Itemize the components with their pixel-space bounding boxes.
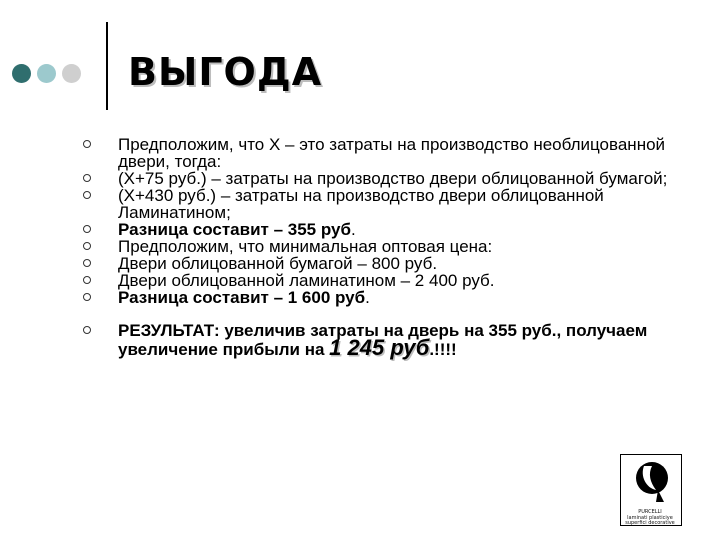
logo-caption-line: laminati plasticiye bbox=[627, 514, 673, 521]
difference-text: Разница составит – 355 руб bbox=[118, 220, 351, 239]
bullet-icon bbox=[83, 259, 91, 267]
list-item-text: Предположим, что минимальная оптовая цена: bbox=[118, 237, 493, 256]
list-item bbox=[78, 255, 678, 272]
list-item bbox=[78, 238, 678, 255]
list-item bbox=[78, 272, 678, 289]
bullet-icon bbox=[83, 276, 91, 284]
result-label: РЕЗУЛЬТАТ bbox=[118, 321, 214, 340]
list-item-text: Двери облицованной ламинатином – 2 400 руб. bbox=[118, 271, 495, 290]
title-divider bbox=[106, 22, 108, 110]
bullet-icon bbox=[83, 242, 91, 250]
list-item bbox=[78, 187, 678, 221]
list-item bbox=[78, 170, 678, 187]
decor-dot-light bbox=[37, 64, 56, 83]
slide-title: ВЫГОДА bbox=[128, 50, 323, 94]
profit-amount: 1 245 руб bbox=[329, 335, 430, 360]
bullet-icon bbox=[83, 140, 91, 148]
bullet-icon bbox=[83, 225, 91, 233]
result-body: : увеличив затраты на дверь на 355 руб., получаем увеличение прибыли на bbox=[118, 321, 648, 359]
list-item-text: Двери облицованной бумагой – 800 руб. bbox=[118, 254, 438, 273]
list-item-text bbox=[118, 289, 678, 306]
bullet-icon bbox=[83, 326, 91, 334]
bullet-icon bbox=[83, 293, 91, 301]
list-item-text: (Х+75 руб.) – затраты на производство двери облицованной бумагой; bbox=[118, 169, 668, 188]
list-item-text: Предположим, что Х – это затраты на производство необлицованной двери, тогда: bbox=[118, 135, 666, 171]
list-item bbox=[78, 136, 678, 170]
list-item-text bbox=[118, 221, 678, 238]
logo-caption-line: PURCELLI bbox=[638, 509, 662, 515]
decor-dot-gray bbox=[62, 64, 81, 83]
bullet-list bbox=[78, 136, 678, 358]
list-item bbox=[78, 289, 678, 306]
result-text bbox=[118, 322, 678, 358]
difference-text: Разница составит – 1 600 руб bbox=[118, 288, 366, 307]
list-item-text: (Х+430 руб.) – затраты на производство двери облицованной Ламинатином; bbox=[118, 186, 604, 222]
logo-caption-line: superfici decorative bbox=[625, 520, 675, 526]
result-item bbox=[78, 322, 678, 358]
list-item bbox=[78, 221, 678, 238]
logo-caption bbox=[612, 510, 688, 527]
punct: . bbox=[365, 288, 370, 307]
punct: . bbox=[350, 220, 356, 239]
result-tail: .!!!! bbox=[429, 340, 457, 359]
decor-dot-dark bbox=[12, 64, 31, 83]
decor-dots bbox=[12, 64, 81, 83]
bullet-icon bbox=[83, 174, 91, 182]
bullet-icon bbox=[83, 191, 91, 199]
